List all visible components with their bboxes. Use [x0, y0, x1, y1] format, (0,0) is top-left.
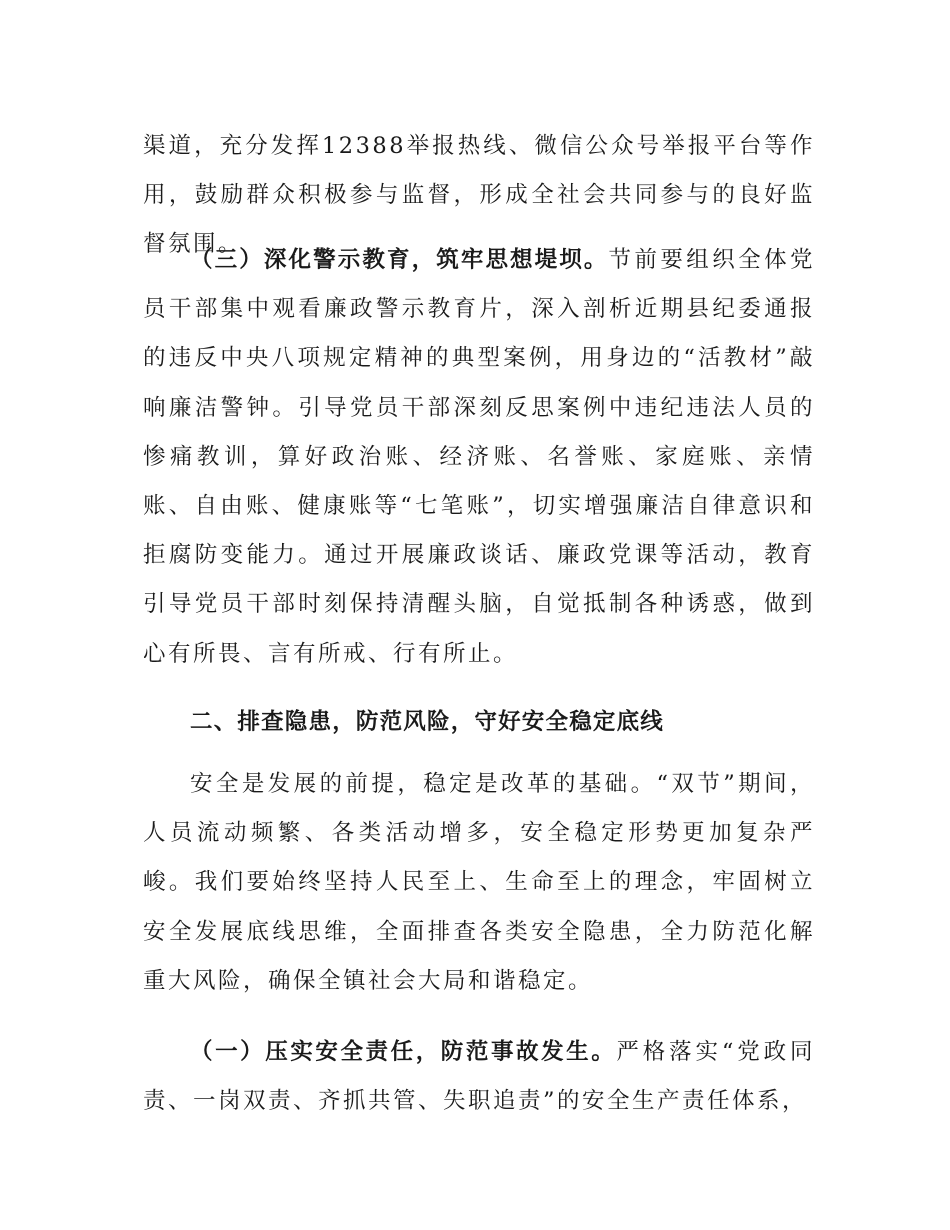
section-heading: 二、排查隐患，防范风险，守好安全稳定底线	[190, 709, 665, 735]
paragraph-continuation: 渠道，充分发挥12388举报热线、微信公众号举报平台等作用，鼓励群众积极参与监督，形成全社会共同参与的良好监督氛围。	[143, 133, 815, 258]
paragraph-body: 节前要组织全体党员干部集中观看廉政警示教育片，深入剖析近期县纪委通报的违反中央八项规定精神的典型案例，用身边的“活教材”敲响廉洁警钟。引导党员干部深刻反思案例中违纪违法人员的惨痛教训，算好政治账、经济账、名誉账、家庭账、亲情账、自由账、健康账等“七笔账”，切实增强廉洁自律意识和拒腐防变能力。通过开展廉政谈话、廉政党课等活动，教育引导党员干部时刻保持清醒头脑，自觉抵制各种诱惑，做到心有所畏、言有所戒、行有所止。	[143, 247, 815, 667]
paragraph-lead-title: （三）深化警示教育，筑牢思想堤坝。	[190, 247, 609, 273]
paragraph-section-intro: 安全是发展的前提，稳定是改革的基础。“双节”期间，人员流动频繁、各类活动增多，安全稳定形势更加复杂严峻。我们要始终坚持人民至上、生命至上的理念，牢固树立安全发展底线思维，全面排查各类安全隐患，全力防范化解重大风险，确保全镇社会大局和谐稳定。	[143, 771, 815, 994]
paragraph-lead-title: （一）压实安全责任，防范事故发生。	[190, 1039, 617, 1065]
paragraph-body: 严格落实“党政同责、一岗双责、齐抓共管、失职追责”的安全生产责任体系，	[143, 1039, 815, 1115]
paragraph-warning-education	[143, 236, 815, 679]
paragraph-safety-responsibility	[143, 1028, 815, 1126]
